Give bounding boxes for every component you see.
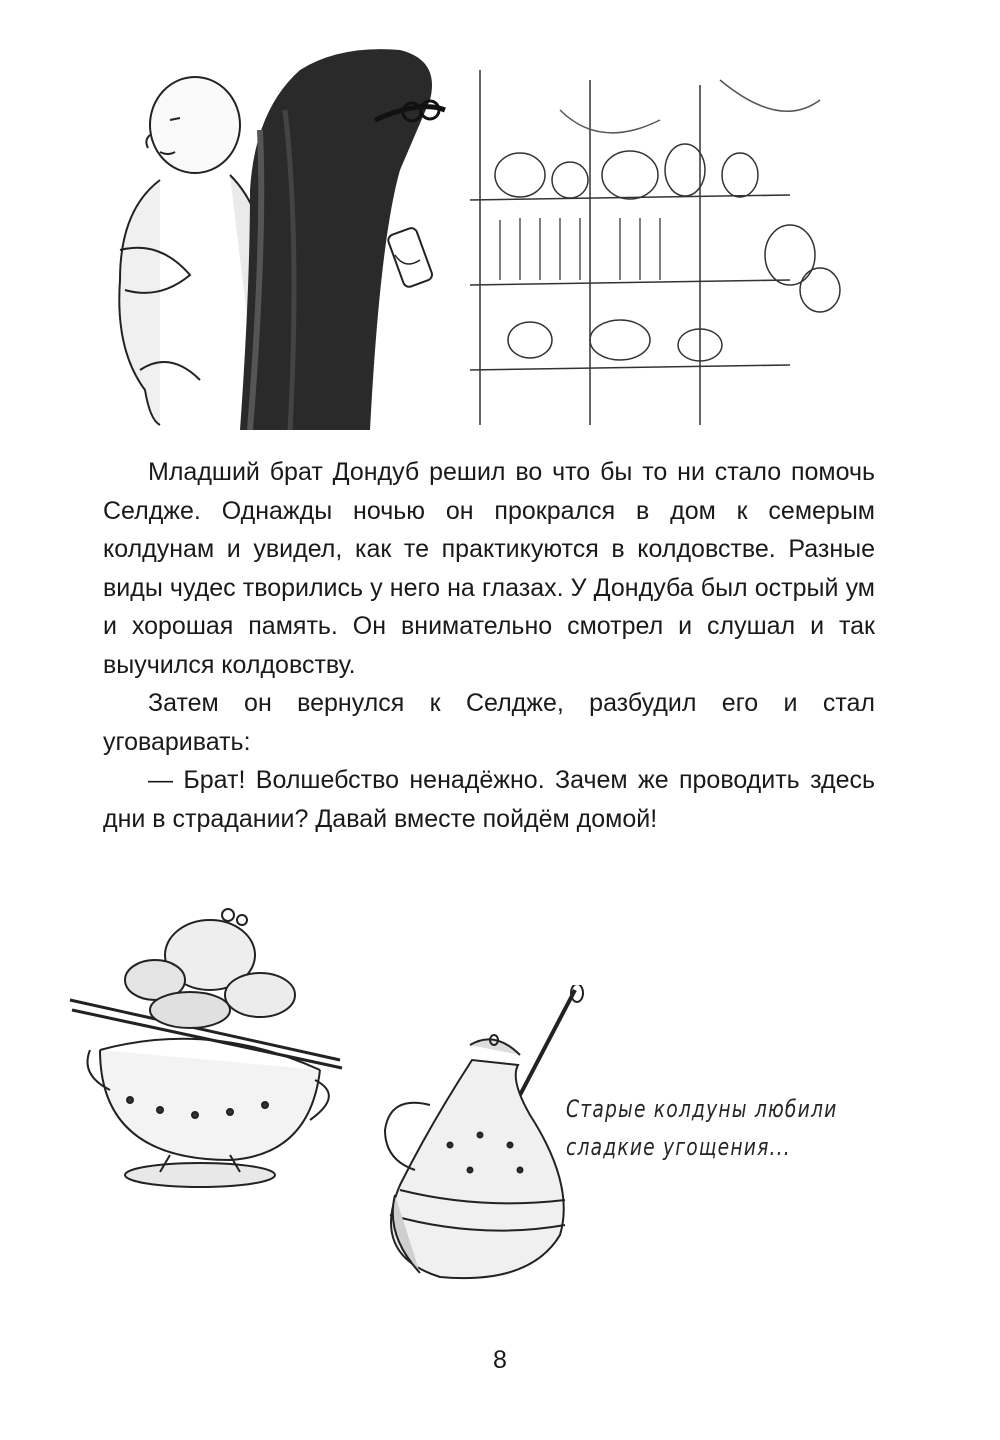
top-illustration xyxy=(100,40,870,430)
caption-line-1: Старые колдуны любили xyxy=(566,1095,838,1123)
caption-line-2: сладкие угощения... xyxy=(566,1133,791,1161)
paragraph-2: Затем он вернулся к Селдже, разбудил его и стал уговаривать: xyxy=(103,689,875,756)
sweets-bowl-illustration xyxy=(60,900,380,1190)
shelves-background xyxy=(470,70,840,425)
paragraph-1: Младший брат Дондуб решил во что бы то ни стало помочь Селдже. Однажды ночью он прокрался в дом к семерым колдунам и увидел, как те практикуются в колдовстве. Разные виды чудес творились у него на глазах. У Дондуба был острый ум и хорошая память. Он внимательно смотрел и слушал и так выучился колдовству. xyxy=(103,458,875,679)
paragraph-3: — Брат! Волшебство ненадёжно. Зачем же проводить здесь дни в страдании? Давай вместе пойдём домой! xyxy=(103,766,875,833)
illustration-caption xyxy=(566,1090,838,1166)
story-text xyxy=(103,453,875,838)
wizard-figure xyxy=(240,49,445,430)
page-number: 8 xyxy=(493,1346,507,1374)
jug-illustration xyxy=(360,985,600,1285)
